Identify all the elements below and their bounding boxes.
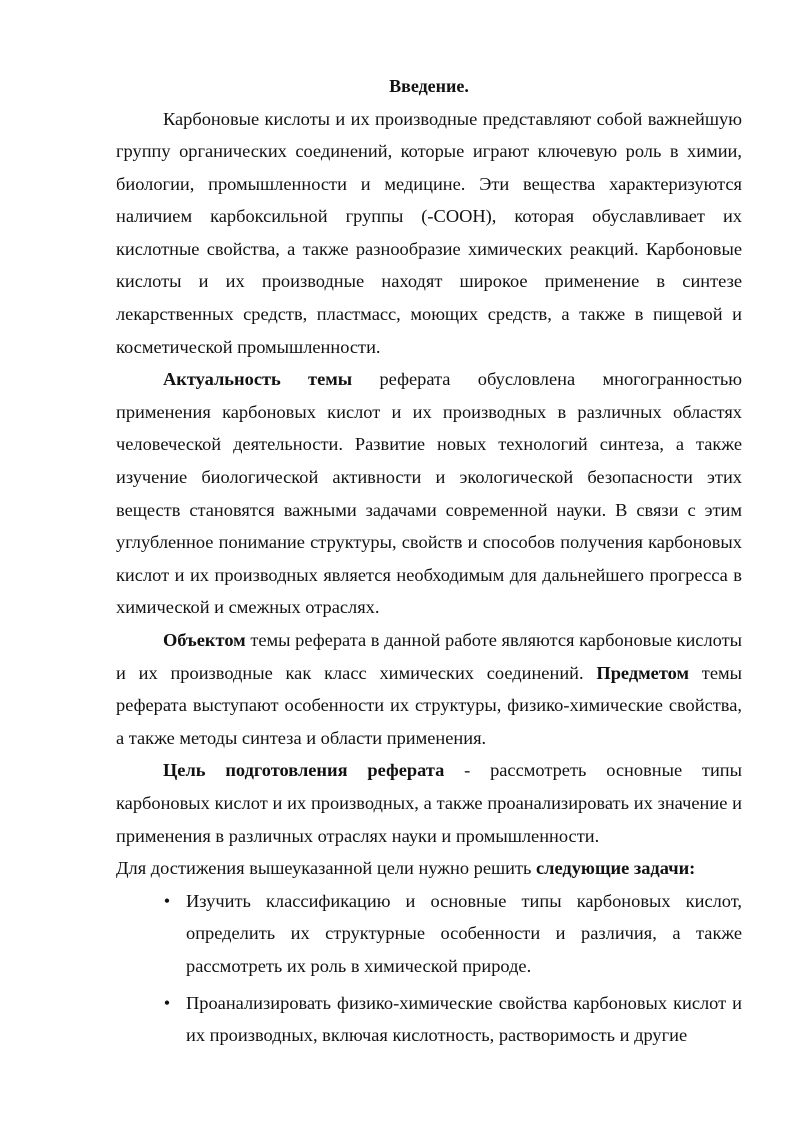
tasks-intro-paragraph xyxy=(116,852,742,885)
relevance-label: Актуальность темы xyxy=(163,369,353,390)
subject-text: темы реферата выступают особенности их структуры, физико-химические свойства, а также методы синтеза и области применения. xyxy=(116,662,742,748)
relevance-paragraph xyxy=(116,363,742,624)
task-text: Проанализировать физико-химические свойства карбоновых кислот и их производных, включая кислотность, растворимость и другие xyxy=(186,992,742,1046)
page-title: Введение. xyxy=(389,76,469,96)
list-item xyxy=(163,885,742,983)
task-text: Изучить классификацию и основные типы карбоновых кислот, определить их структурные особенности и различия, а также рассмотреть их роль в химической природе. xyxy=(186,890,742,976)
document-page xyxy=(116,70,742,1052)
tasks-list xyxy=(116,885,742,1052)
goal-label: Цель подготовления реферата xyxy=(163,760,445,781)
object-text: темы реферата в данной работе являются карбоновые кислоты и их производные как класс химических соединений. xyxy=(116,630,742,683)
list-item xyxy=(163,987,742,1052)
object-subject-paragraph xyxy=(116,624,742,754)
bullet-icon: • xyxy=(163,890,171,911)
bullet-icon: • xyxy=(163,992,171,1013)
tasks-intro-text: Для достижения вышеуказанной цели нужно решить xyxy=(116,858,537,879)
intro-paragraph: Карбоновые кислоты и их производные представляют собой важнейшую группу органических соединений, которые играют ключевую роль в химии, биологии, промышленности и медицине. Эти вещества характеризуются наличием карбоксильной группы (-COOH), которая обуславливает их кислотные свойства, а также разнообразие химических реакций. Карбоновые кислоты и их производные находят широкое применение в синтезе лекарственных средств, пластмасс, моющих средств, а также в пищевой и косметической промышленности. xyxy=(116,108,742,357)
goal-text: - рассмотреть основные типы карбоновых кислот и их производных, а также проанализировать их значение и применения в различных отраслях науки и промышленности. xyxy=(116,760,743,846)
tasks-label: следующие задачи: xyxy=(536,858,696,879)
relevance-text: реферата обусловлена многогранностью применения карбоновых кислот и их производных в различных областях человеческой деятельности. Развитие новых технологий синтеза, а также изучение биологической активности и экологической безопасности этих веществ становятся важными задачами современной науки. В связи с этим углубленное понимание структуры, свойств и способов получения карбоновых кислот и их производных является необходимым для дальнейшего прогресса в химической и смежных отраслях. xyxy=(116,369,742,618)
subject-label: Предметом xyxy=(596,662,689,683)
object-label: Объектом xyxy=(163,630,246,650)
goal-paragraph xyxy=(116,754,742,852)
